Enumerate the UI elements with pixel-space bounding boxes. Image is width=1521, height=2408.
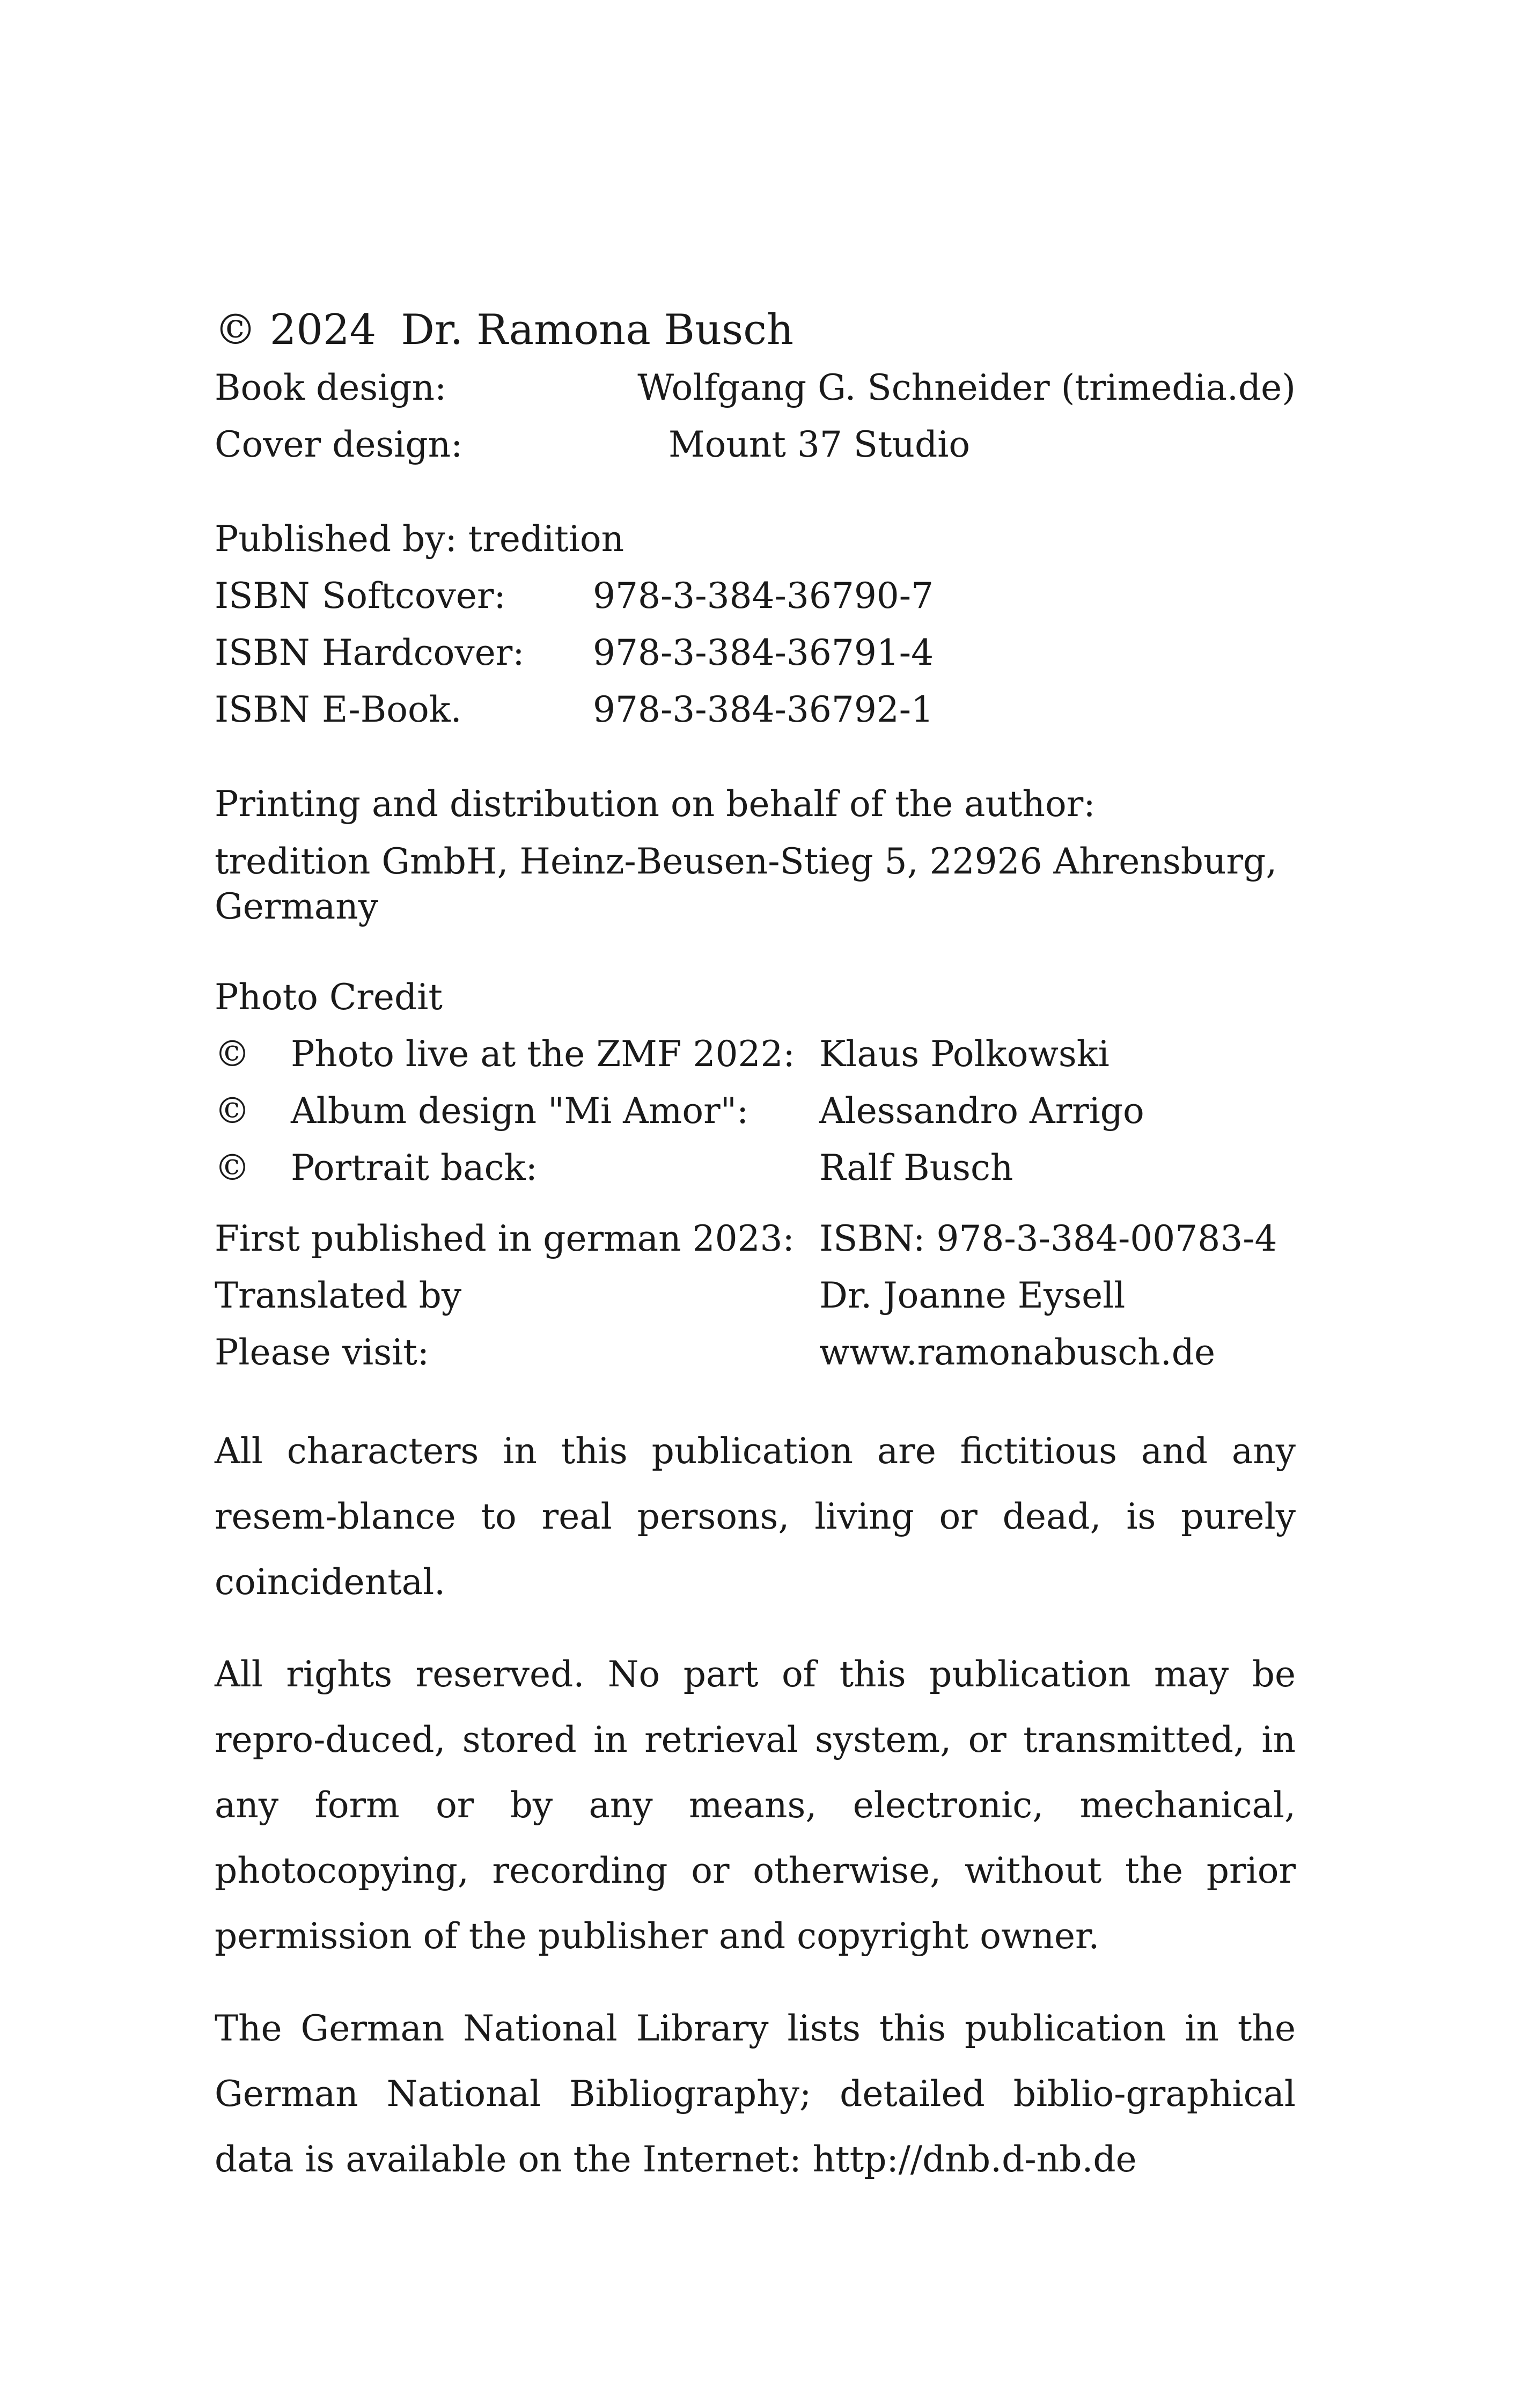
library-paragraph: The German National Library lists this publication in the German National Bibliography; detailed biblio-graphical data is available on the Internet: http://dnb.d-nb.de: [215, 2008, 1296, 2180]
isbn-row: [215, 681, 1296, 738]
photo-credit-row: [215, 1083, 1296, 1140]
photo-credit-row: [215, 1026, 1296, 1083]
isbn-prefix: ISBN: [215, 689, 310, 730]
copyright-line: [215, 300, 1296, 359]
cover-design-label: Cover design:: [215, 424, 463, 465]
publication-info-row: [215, 1210, 1296, 1267]
isbn-number: 978-3-384-36792-1: [593, 689, 934, 730]
author-name: Dr. Ramona Busch: [401, 306, 794, 354]
address-line: tredition GmbH, Heinz-Beusen-Stieg 5, 22926 Ahrensburg,: [215, 841, 1277, 882]
publication-info-label: Please visit:: [215, 1332, 429, 1373]
publication-info-value: Dr. Joanne Eysell: [819, 1275, 1126, 1316]
copyright-symbol: ©: [215, 1033, 250, 1075]
photo-credit-label: Portrait back:: [291, 1147, 538, 1188]
cover-design-row: [215, 416, 1296, 473]
isbn-type: E-Book.: [322, 689, 462, 730]
isbn-prefix: ISBN: [215, 575, 310, 616]
printing-heading: Printing and distribution on behalf of the author:: [215, 783, 1096, 825]
imprint-page: [215, 300, 1296, 2192]
photo-credit-label: Photo live at the ZMF 2022:: [291, 1033, 795, 1075]
publication-info-value: www.ramonabusch.de: [819, 1332, 1216, 1373]
copyright-year: © 2024: [215, 306, 377, 354]
photo-credit-value: Alessandro Arrigo: [819, 1090, 1144, 1132]
isbn-number: 978-3-384-36791-4: [593, 632, 934, 673]
published-by: Published by: tredition: [215, 518, 624, 560]
publication-info-label: First published in german 2023:: [215, 1218, 795, 1259]
publication-info-label: Translated by: [215, 1275, 462, 1316]
address-line: Germany: [215, 886, 379, 927]
book-design-row: [215, 359, 1296, 416]
rights-paragraph: All rights reserved. No part of this publication may be repro-duced, stored in retrieval system, or transmitted, in any form or by any means, electronic, mechanical, photocopying, recording or otherwise, without the prior permission of the publisher and copyright owner.: [215, 1654, 1296, 1957]
photo-credit-value: Ralf Busch: [819, 1147, 1013, 1188]
photo-credit-label: Album design "Mi Amor":: [291, 1090, 749, 1132]
isbn-number: 978-3-384-36790-7: [593, 575, 934, 616]
isbn-type: Hardcover:: [322, 632, 525, 673]
isbn-prefix: ISBN: [215, 632, 310, 673]
isbn-row: [215, 568, 1296, 625]
copyright-symbol: ©: [215, 1147, 250, 1188]
printing-address: [215, 839, 1296, 929]
book-design-label: Book design:: [215, 367, 447, 408]
isbn-type: Softcover:: [322, 575, 506, 616]
isbn-row: [215, 625, 1296, 681]
publication-info-value: ISBN: 978-3-384-00783-4: [819, 1218, 1277, 1259]
publication-info-row: [215, 1267, 1296, 1324]
book-design-value: Wolfgang G. Schneider (trimedia.de): [637, 367, 1296, 408]
photo-credit-row: [215, 1140, 1296, 1196]
copyright-symbol: ©: [215, 1090, 250, 1132]
cover-design-value: Mount 37 Studio: [668, 424, 971, 465]
publication-info-row: [215, 1324, 1296, 1381]
photo-credit-heading: Photo Credit: [215, 977, 443, 1018]
disclaimer-paragraph: All characters in this publication are fictitious and any resem-blance to real persons, living or dead, is purely coincidental.: [215, 1430, 1296, 1603]
photo-credit-value: Klaus Polkowski: [819, 1033, 1109, 1075]
